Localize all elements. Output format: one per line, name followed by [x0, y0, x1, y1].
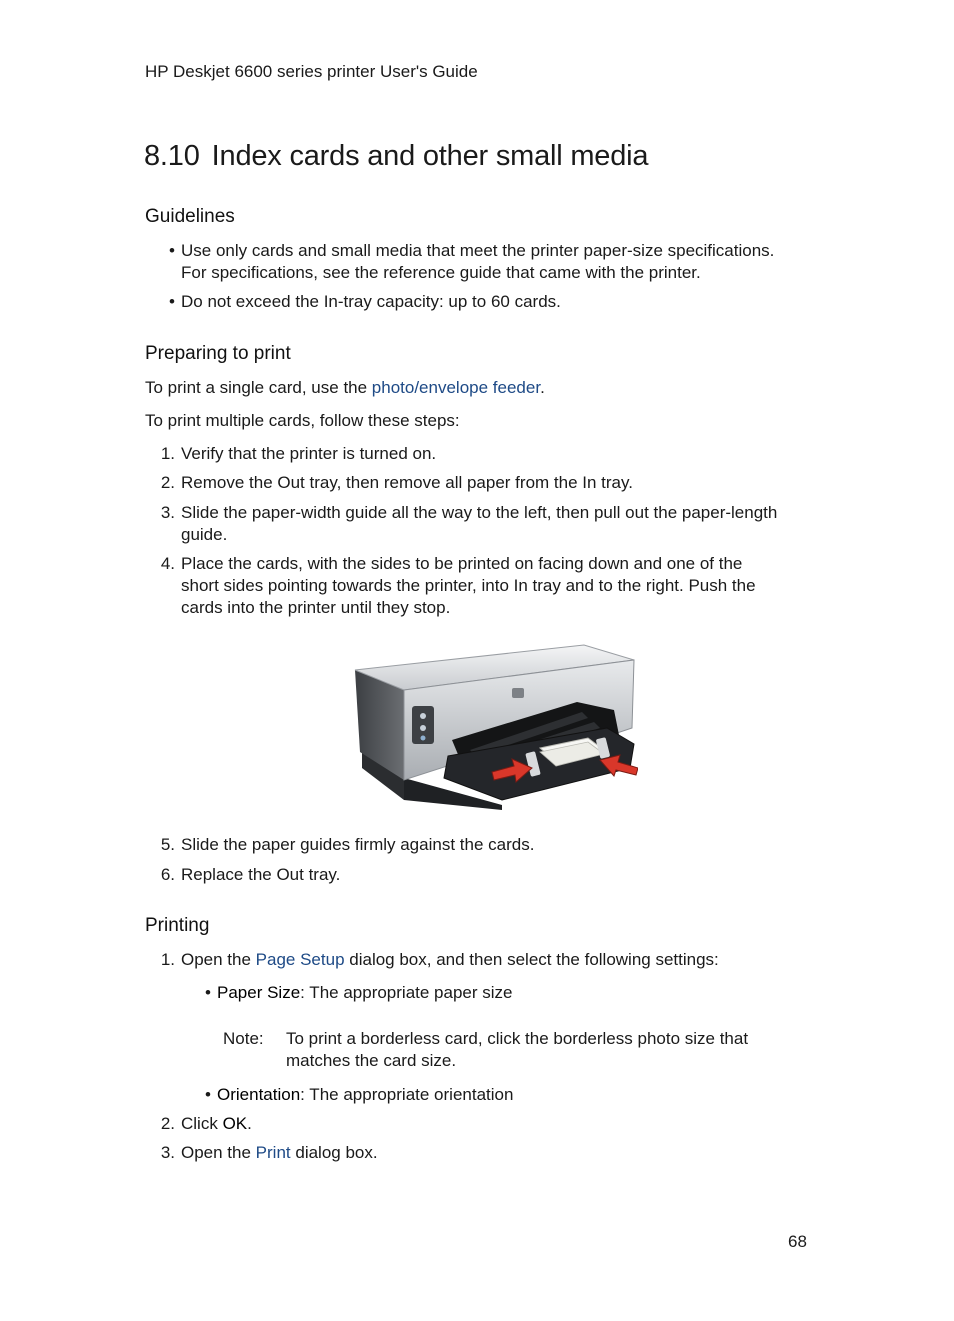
- setting-description: : The appropriate paper size: [300, 983, 513, 1002]
- list-item-line: cards into the printer until they stop.: [181, 598, 451, 617]
- note-label: Note:: [223, 1029, 264, 1048]
- list-item-line: guide.: [181, 525, 228, 544]
- list-item-text: dialog box, and then select the following settings:: [344, 950, 719, 969]
- page-number: 68: [788, 1232, 807, 1251]
- running-header: HP Deskjet 6600 series printer User's Guide: [145, 62, 478, 81]
- step-number: 4.: [160, 554, 175, 573]
- list-item-text: Do not exceed the In-tray capacity: up to 60 cards.: [181, 292, 561, 311]
- bullet-marker: •: [169, 241, 175, 260]
- list-item-line: Slide the paper-width guide all the way to the left, then pull out the paper-length: [181, 503, 778, 522]
- section-title: [144, 140, 648, 173]
- photo-envelope-feeder-link[interactable]: photo/envelope feeder: [371, 378, 541, 397]
- list-item-text: Open the: [181, 950, 256, 969]
- list-item-text: Slide the paper guides firmly against the cards.: [181, 835, 535, 854]
- printing-steps: [145, 949, 845, 1169]
- list-item-text: .: [247, 1114, 252, 1133]
- guidelines-list: [145, 240, 845, 320]
- step-number: 2.: [160, 473, 175, 492]
- step-number: 5.: [160, 835, 175, 854]
- section-title-text: Index cards and other small media: [211, 140, 649, 172]
- paragraph-text: To print a single card, use the: [145, 378, 372, 397]
- list-item-line: Use only cards and small media that meet the printer paper-size specifications.: [181, 241, 775, 260]
- step-number: 1.: [160, 950, 175, 969]
- setting-description: : The appropriate orientation: [300, 1085, 514, 1104]
- step-number: 1.: [160, 444, 175, 463]
- list-item-text: Replace the Out tray.: [181, 865, 341, 884]
- list-item-line: short sides pointing towards the printer, into In tray and to the right. Push the: [181, 576, 756, 595]
- steps-list-continued: [145, 834, 845, 894]
- printer-illustration: [352, 640, 638, 810]
- printer-with-cards-icon: [352, 640, 638, 810]
- guidelines-heading: Guidelines: [145, 206, 235, 227]
- list-item-text: Open the: [181, 1143, 256, 1162]
- multiple-cards-intro: To print multiple cards, follow these steps:: [145, 411, 460, 430]
- step-number: 2.: [160, 1114, 175, 1133]
- ok-label: OK: [222, 1114, 248, 1133]
- single-card-paragraph: [145, 377, 545, 399]
- list-item-text: Remove the Out tray, then remove all paper from the In tray.: [181, 473, 633, 492]
- step-number: 6.: [160, 865, 175, 884]
- paragraph-text: .: [540, 378, 545, 397]
- note-line: matches the card size.: [286, 1051, 457, 1070]
- bullet-marker: •: [169, 292, 175, 311]
- section-number: 8.10: [144, 140, 200, 172]
- list-item-text: Click: [181, 1114, 223, 1133]
- print-link[interactable]: Print: [255, 1143, 291, 1162]
- page-setup-link[interactable]: Page Setup: [255, 950, 345, 969]
- steps-list: [145, 443, 845, 623]
- bullet-marker: •: [205, 983, 211, 1002]
- setting-label: Paper Size: [217, 983, 301, 1002]
- list-item-text: Verify that the printer is turned on.: [181, 444, 437, 463]
- list-item-line: For specifications, see the reference guide that came with the printer.: [181, 263, 701, 282]
- bullet-marker: •: [205, 1085, 211, 1104]
- preparing-heading: Preparing to print: [145, 343, 291, 364]
- step-number: 3.: [160, 503, 175, 522]
- printing-heading: Printing: [145, 915, 210, 936]
- list-item-line: Place the cards, with the sides to be printed on facing down and one of the: [181, 554, 743, 573]
- list-item-text: dialog box.: [290, 1143, 378, 1162]
- note-line: To print a borderless card, click the borderless photo size that: [286, 1029, 749, 1048]
- step-number: 3.: [160, 1143, 175, 1162]
- setting-label: Orientation: [217, 1085, 301, 1104]
